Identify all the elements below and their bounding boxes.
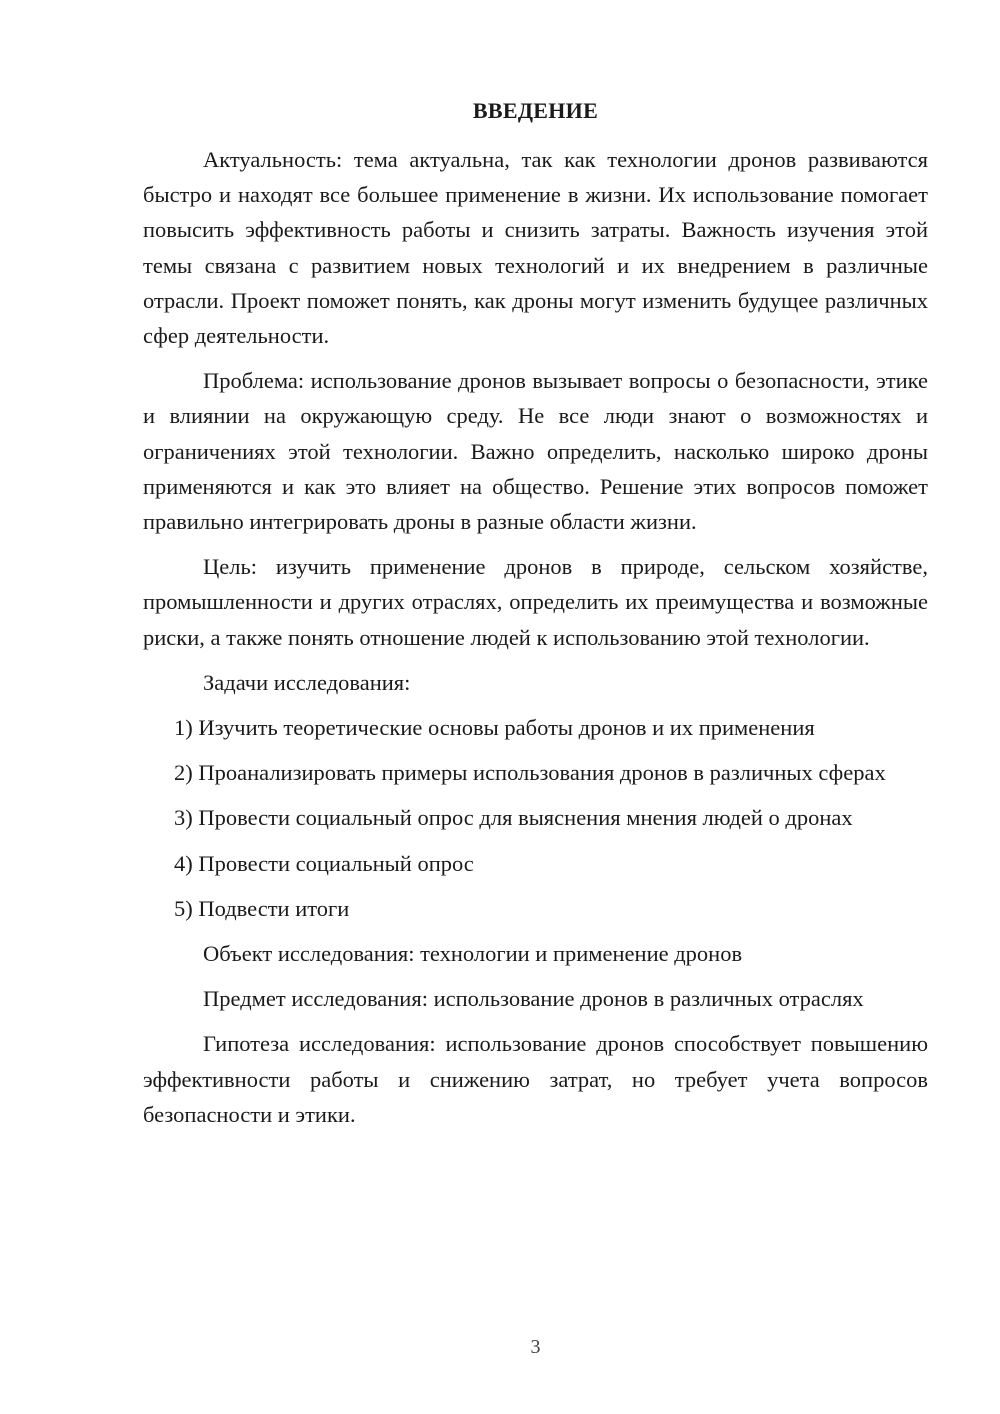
task-item-5: 5) Подвести итоги xyxy=(174,895,350,921)
tasks-heading: Задачи исследования: xyxy=(203,669,411,695)
task-item-1: 1) Изучить теоретические основы работы дронов и их применения xyxy=(174,715,815,741)
task-item-4: 4) Провести социальный опрос xyxy=(174,850,474,876)
document-body xyxy=(143,142,928,1142)
task-item-2: 2) Проанализировать примеры использования дронов в различных сферах xyxy=(174,760,886,786)
task-item-3: 3) Провести социальный опрос для выяснения мнения людей о дронах xyxy=(174,805,853,831)
paragraph-relevance: Актуальность: тема актуальна, так как технологии дронов развиваются быстро и находят все большее применение в жизни. Их использование помогает повысить эффективность работы и снизить затраты. Важность изучения этой темы связана с развитием новых технологий и их внедрением в различные отрасли. Проект поможет понять, как дроны могут изменить будущее различных сфер деятельности. xyxy=(143,147,928,349)
paragraph-subject: Предмет исследования: использование дронов в различных отраслях xyxy=(203,986,864,1012)
page-number: 3 xyxy=(530,1336,541,1358)
page-title: ВВЕДЕНИЕ xyxy=(472,98,599,123)
paragraph-problem: Проблема: использование дронов вызывает вопросы о безопасности, этике и влиянии на окружающую среду. Не все люди знают о возможностях и ограничениях этой технологии. Важно определить, насколько широко дроны применяются и как это влияет на общество. Решение этих вопросов поможет правильно интегрировать дроны в разные области жизни. xyxy=(143,368,928,535)
paragraph-goal: Цель: изучить применение дронов в природе, сельском хозяйстве, промышленности и других отраслях, определить их преимущества и возможные риски, а также понять отношение людей к использованию этой технологии. xyxy=(143,554,928,650)
paragraph-hypothesis: Гипотеза исследования: использование дронов способствует повышению эффективности работы и снижению затрат, но требует учета вопросов безопасности и этики. xyxy=(143,1031,928,1127)
paragraph-object: Объект исследования: технологии и применение дронов xyxy=(203,941,743,967)
